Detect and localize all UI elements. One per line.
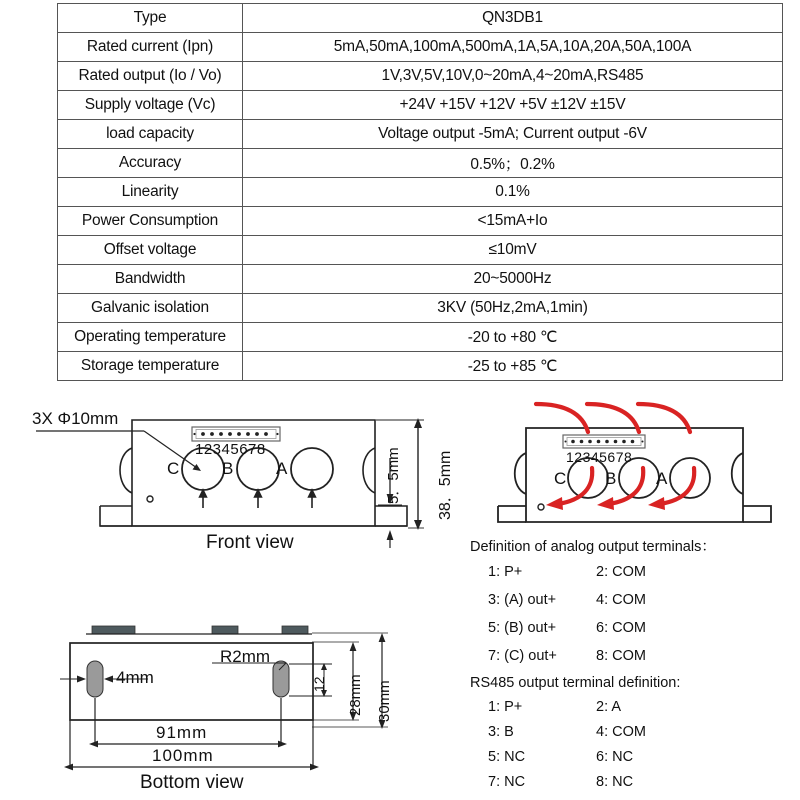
table-row bbox=[58, 352, 783, 381]
table-row bbox=[58, 91, 783, 120]
spec-key: Supply voltage (Vc) bbox=[58, 91, 243, 120]
spec-key: Rated output (Io / Vo) bbox=[58, 62, 243, 91]
spec-value: ≤10mV bbox=[243, 236, 783, 265]
wiring-aperture-label-c: C bbox=[554, 469, 567, 488]
spec-key: Accuracy bbox=[58, 149, 243, 178]
bottom-view-diagram bbox=[60, 612, 450, 798]
front-view-diagram bbox=[20, 398, 460, 563]
rs485-terminal-1: 1: P+ bbox=[488, 699, 523, 715]
analog-terminal-2: 2: COM bbox=[596, 564, 646, 580]
spec-value: 3KV (50Hz,2mA,1min) bbox=[243, 294, 783, 323]
rs485-terminal-7: 7: NC bbox=[488, 774, 526, 790]
spec-key: Offset voltage bbox=[58, 236, 243, 265]
terminal-strip-wiring bbox=[563, 435, 645, 448]
dim-outer-height-label: 30mm bbox=[376, 680, 393, 722]
analog-terminal-1: 1: P+ bbox=[488, 564, 523, 580]
rs485-terminal-title: RS485 output terminal definition: bbox=[470, 675, 681, 691]
rs485-terminal-5: 5: NC bbox=[488, 749, 526, 765]
spec-key: Power Consumption bbox=[58, 207, 243, 236]
spec-table-body bbox=[58, 4, 783, 381]
spec-key: Linearity bbox=[58, 178, 243, 207]
hole-callout-label: 3X Φ10mm bbox=[32, 409, 119, 428]
terminal-strip-front bbox=[192, 427, 280, 441]
spec-value: -20 to +80 ℃ bbox=[243, 323, 783, 352]
table-row bbox=[58, 4, 783, 33]
aperture-label-c: C bbox=[167, 459, 180, 478]
table-row bbox=[58, 236, 783, 265]
table-row bbox=[58, 265, 783, 294]
analog-terminal-5: 5: (B) out+ bbox=[488, 620, 557, 636]
table-row bbox=[58, 207, 783, 236]
table-row bbox=[58, 62, 783, 91]
rs485-terminal-3: 3: B bbox=[488, 724, 514, 740]
table-row bbox=[58, 178, 783, 207]
wiring-aperture-label-b: B bbox=[605, 469, 617, 488]
spec-value: 20~5000Hz bbox=[243, 265, 783, 294]
spec-key: Rated current (Ipn) bbox=[58, 33, 243, 62]
table-row bbox=[58, 149, 783, 178]
spec-key: Galvanic isolation bbox=[58, 294, 243, 323]
dim-inner-height-label: 28mm bbox=[347, 674, 364, 716]
table-row bbox=[58, 33, 783, 62]
rs485-terminal-definitions bbox=[470, 676, 790, 796]
aperture-label-a: A bbox=[276, 459, 288, 478]
spec-key: Bandwidth bbox=[58, 265, 243, 294]
spec-key: Operating temperature bbox=[58, 323, 243, 352]
table-row bbox=[58, 323, 783, 352]
rs485-terminal-8: 8: NC bbox=[596, 774, 634, 790]
analog-terminal-title: Definition of analog output terminals： bbox=[470, 539, 716, 555]
spec-value: -25 to +85 ℃ bbox=[243, 352, 783, 381]
analog-terminal-8: 8: COM bbox=[596, 648, 646, 664]
spec-value: 0.1% bbox=[243, 178, 783, 207]
terminal-numbers-front: 12345678 bbox=[195, 441, 266, 458]
specification-table bbox=[57, 3, 783, 381]
analog-terminal-7: 7: (C) out+ bbox=[488, 648, 557, 664]
dim-radius-label: R2mm bbox=[220, 647, 271, 666]
spec-value: 0.5%；0.2% bbox=[243, 149, 783, 178]
analog-terminal-3: 3: (A) out+ bbox=[488, 592, 557, 608]
table-row bbox=[58, 294, 783, 323]
spec-value: QN3DB1 bbox=[243, 4, 783, 33]
aperture-label-b: B bbox=[222, 459, 234, 478]
spec-value: Voltage output -5mA; Current output -6V bbox=[243, 120, 783, 149]
wiring-aperture-label-a: A bbox=[656, 469, 668, 488]
spec-value: +24V +15V +12V +5V ±12V ±15V bbox=[243, 91, 783, 120]
direction-arrows-front bbox=[200, 490, 316, 508]
wiring-view-diagram bbox=[478, 398, 788, 543]
table-row bbox=[58, 120, 783, 149]
rs485-terminal-6: 6: NC bbox=[596, 749, 634, 765]
wire-out-arrows bbox=[558, 468, 694, 504]
dim-total-width-label: 100mm bbox=[152, 746, 214, 765]
spec-value: 1V,3V,5V,10V,0~20mA,4~20mA,RS485 bbox=[243, 62, 783, 91]
analog-terminal-6: 6: COM bbox=[596, 620, 646, 636]
bottom-view-caption: Bottom view bbox=[140, 772, 244, 793]
rs485-terminal-2: 2: A bbox=[596, 699, 621, 715]
mounting-pads bbox=[92, 626, 308, 634]
analog-terminal-definitions bbox=[470, 539, 790, 664]
dim-foot-label: 5．5mm bbox=[385, 447, 402, 504]
terminal-numbers-wiring: 12345678 bbox=[566, 449, 633, 465]
spec-value: <15mA+Io bbox=[243, 207, 783, 236]
dim-slot-height-label: 12 bbox=[311, 676, 327, 692]
dim-slot-width-label: 4mm bbox=[116, 668, 154, 687]
spec-key: load capacity bbox=[58, 120, 243, 149]
analog-terminal-4: 4: COM bbox=[596, 592, 646, 608]
front-view-caption: Front view bbox=[206, 532, 294, 553]
spec-value: 5mA,50mA,100mA,500mA,1A,5A,10A,20A,50A,100A bbox=[243, 33, 783, 62]
dim-hole-span-label: 91mm bbox=[156, 723, 208, 742]
dim-height-label: 38．5mm bbox=[437, 450, 454, 520]
spec-key: Storage temperature bbox=[58, 352, 243, 381]
spec-key: Type bbox=[58, 4, 243, 33]
wiring-view-drawing bbox=[478, 398, 788, 543]
rs485-terminal-4: 4: COM bbox=[596, 724, 646, 740]
